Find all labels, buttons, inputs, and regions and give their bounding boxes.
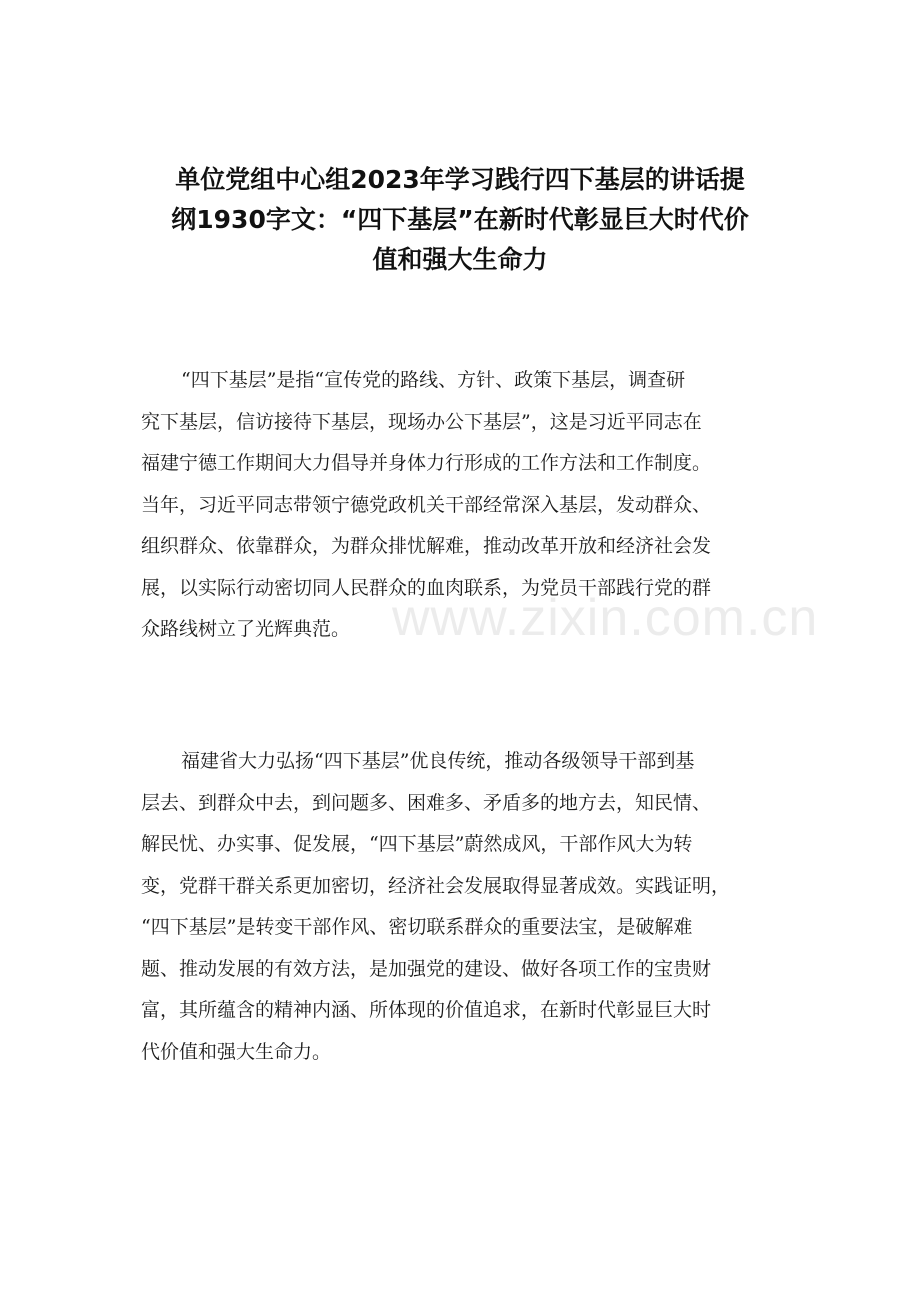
paragraph-2 <box>141 741 801 1073</box>
paragraph-line: 众路线树立了光辉典范。 <box>141 618 351 640</box>
paragraph-line: “四下基层”是转变干部作风、密切联系群众的重要法宝，是破解难 <box>141 916 693 938</box>
watermark: www.zixin.com.cn <box>392 589 819 647</box>
title-line: 纲1930字文：“四下基层”在新时代彰显巨大时代价 <box>171 205 749 234</box>
paragraph-line: 究下基层，信访接待下基层，现场办公下基层”，这是习近平同志在 <box>141 410 702 433</box>
paragraph-line: 当年，习近平同志带领宁德党政机关干部经常深入基层，发动群众、 <box>141 493 712 516</box>
title-line: 单位党组中心组2023年学习践行四下基层的讲话提 <box>175 165 745 194</box>
paragraph-line: 变，党群干群关系更加密切，经济社会发展取得显著成效。实践证明， <box>141 874 731 897</box>
paragraph-line: 解民忧、办实事、促发展，“四下基层”蔚然成风，干部作风大为转 <box>141 833 693 855</box>
paragraph-line: 福建省大力弘扬“四下基层”优良传统，推动各级领导干部到基 <box>181 750 695 772</box>
paragraph-line: “四下基层”是指“宣传党的路线、方针、政策下基层，调查研 <box>181 369 686 391</box>
paragraph-line: 代价值和强大生命力。 <box>141 1040 332 1063</box>
paragraph-line: 富，其所蕴含的精神内涵、所体现的价值追求，在新时代彰显巨大时 <box>141 999 712 1021</box>
paragraph-line: 组织群众、依靠群众，为群众排忧解难，推动改革开放和经济社会发 <box>141 535 712 557</box>
paragraph-line: 题、推动发展的有效方法，是加强党的建设、做好各项工作的宝贵财 <box>141 957 712 980</box>
paragraph-1 <box>141 360 801 651</box>
paragraph-line: 福建宁德工作期间大力倡导并身体力行形成的工作方法和工作制度。 <box>141 452 712 474</box>
title-line: 值和强大生命力 <box>372 245 548 274</box>
document-title <box>140 160 780 280</box>
paragraph-line: 展，以实际行动密切同人民群众的血肉联系，为党员干部践行党的群 <box>141 576 712 599</box>
paragraph-line: 层去、到群众中去，到问题多、困难多、矛盾多的地方去，知民情、 <box>141 791 712 814</box>
